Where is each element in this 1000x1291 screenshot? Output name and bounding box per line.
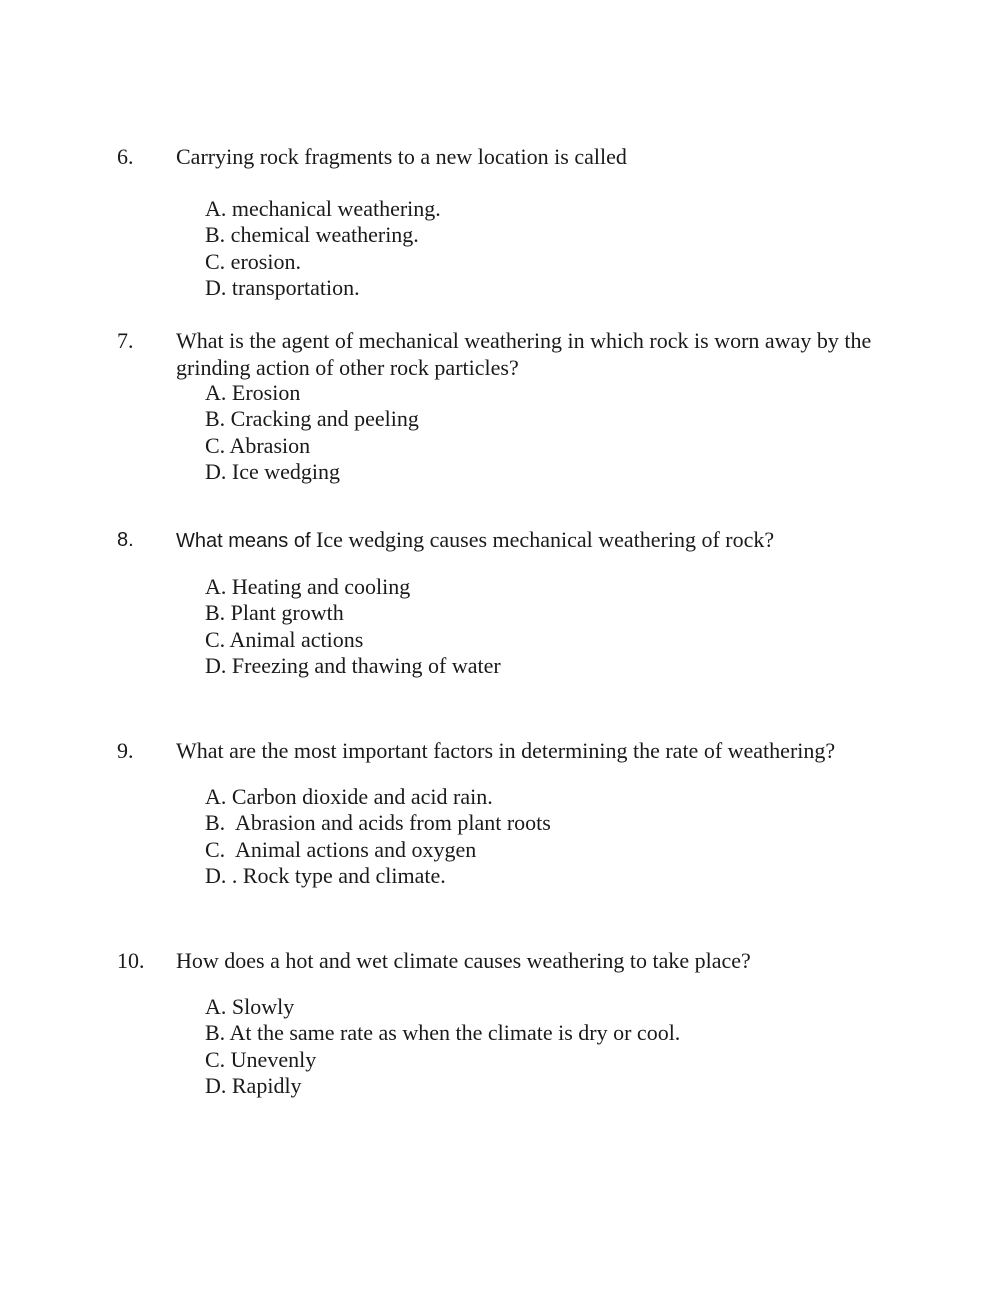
question-text-prefix: What means of [176,530,311,552]
option-a[interactable]: A. Slowly [205,994,295,1019]
option-d[interactable]: D. . Rock type and climate. [205,862,446,888]
answer-options [205,380,419,485]
answer-options [205,994,680,1099]
option-d[interactable]: D. transportation. [205,274,360,300]
question-text: What is the agent of mechanical weathering in which rock is worn away by the grinding action of other rock particles? [176,328,872,380]
option-c[interactable]: C. Abrasion [205,432,311,458]
answer-options [205,574,501,679]
question-text: What are the most important factors in determining the rate of weathering? [176,738,836,763]
option-d[interactable]: D. Ice wedging [205,458,341,484]
option-c[interactable]: C. Animal actions [205,626,364,652]
question-number: 9. [117,738,134,763]
option-c[interactable]: C. Unevenly [205,1046,317,1072]
option-a[interactable]: A. Heating and cooling [205,574,411,599]
question-number: 7. [117,328,134,353]
question-number: 6. [117,144,134,169]
option-b[interactable]: B. Plant growth [205,600,344,626]
answer-options [205,196,441,301]
option-d[interactable]: D. Rapidly [205,1072,302,1098]
option-b[interactable]: B. Cracking and peeling [205,406,419,432]
question-text: How does a hot and wet climate causes weathering to take place? [176,948,751,973]
option-a[interactable]: A. Erosion [205,380,301,405]
option-c[interactable]: C. erosion. [205,248,301,274]
option-a[interactable]: A. Carbon dioxide and acid rain. [205,784,493,809]
option-a[interactable]: A. mechanical weathering. [205,196,441,221]
answer-options [205,784,551,889]
question-text [176,527,886,555]
option-c[interactable]: C. Animal actions and oxygen [205,836,477,862]
question-number: 8. [117,529,134,551]
option-b[interactable]: B. chemical weathering. [205,222,419,248]
question-text-rest: Ice wedging causes mechanical weathering of rock? [310,527,775,552]
option-d[interactable]: D. Freezing and thawing of water [205,652,501,678]
option-b[interactable]: B. Abrasion and acids from plant roots [205,810,551,836]
question-number: 10. [117,948,145,973]
question-text: Carrying rock fragments to a new location is called [176,144,627,169]
option-b[interactable]: B. At the same rate as when the climate is dry or cool. [205,1020,681,1046]
